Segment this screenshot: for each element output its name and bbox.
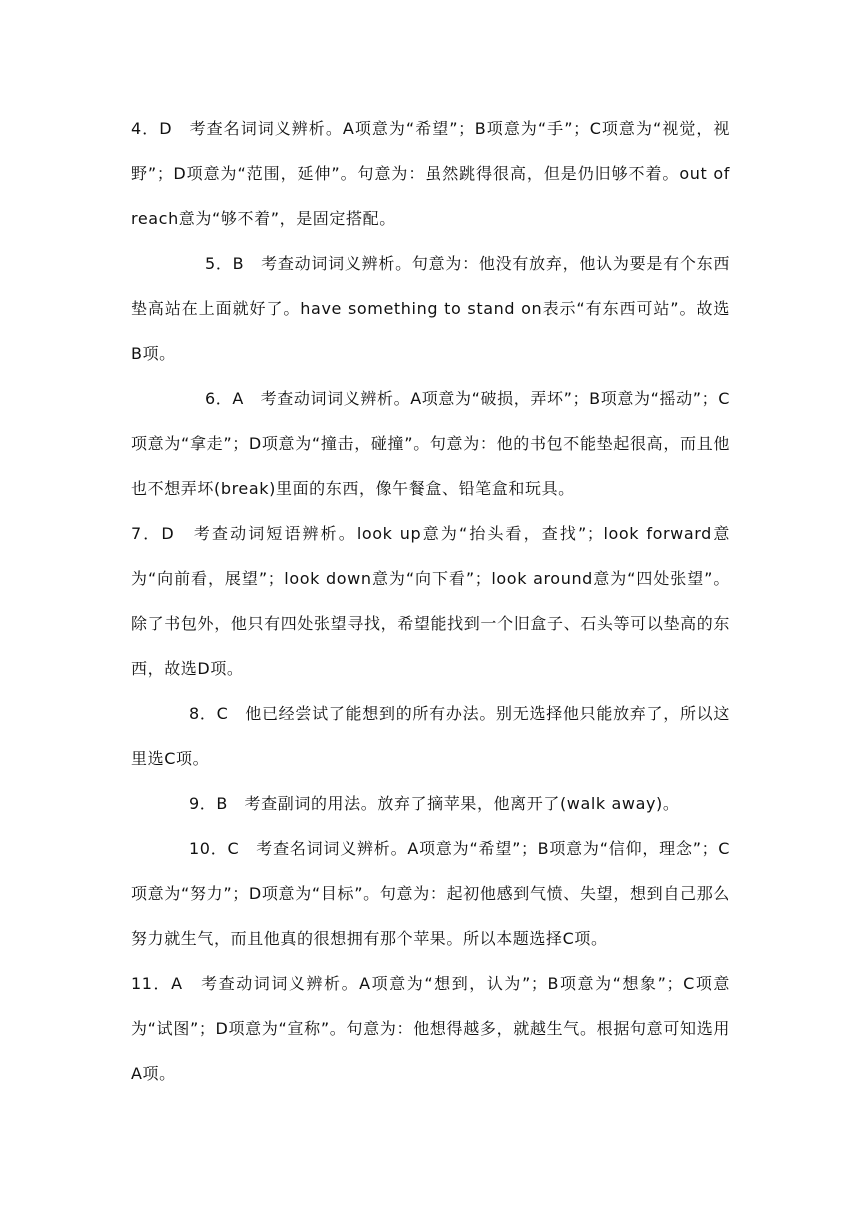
answer-explanations [131, 106, 730, 1096]
answer-item-4: 4．D 考查名词词义辨析。A项意为“希望”；B项意为“手”；C项意为“视觉，视野”；D项意为“范围，延伸”。句意为：虽然跳得很高，但是仍旧够不着。out of reach意为“够不着”，是固定搭配。 [131, 119, 730, 228]
answer-item-10: 10．C 考查名词词义辨析。A项意为“希望”；B项意为“信仰，理念”；C项意为“努力”；D项意为“目标”。句意为：起初他感到气愤、失望，想到自己那么努力就生气，而且他真的很想拥有那个苹果。所以本题选择C项。 [131, 839, 730, 948]
answer-item-8: 8．C 他已经尝试了能想到的所有办法。别无选择他只能放弃了，所以这里选C项。 [131, 704, 730, 768]
answer-item-7: 7．D 考查动词短语辨析。look up意为“抬头看，查找”；look forward意为“向前看，展望”；look down意为“向下看”；look around意为“四处张望”。除了书包外，他只有四处张望寻找，希望能找到一个旧盒子、石头等可以垫高的东西，故选D项。 [131, 524, 730, 678]
answer-item-11: 11．A 考查动词词义辨析。A项意为“想到，认为”；B项意为“想象”；C项意为“试图”；D项意为“宣称”。句意为：他想得越多，就越生气。根据句意可知选用A项。 [131, 974, 730, 1083]
answer-item-9: 9．B 考查副词的用法。放弃了摘苹果，他离开了(walk away)。 [189, 794, 680, 813]
answer-item-5: 5．B 考查动词词义辨析。句意为：他没有放弃，他认为要是有个东西垫高站在上面就好了。have something to stand on表示“有东西可站”。故选B项。 [131, 254, 730, 363]
answer-item-6: 6．A 考查动词词义辨析。A项意为“破损，弄坏”；B项意为“摇动”；C项意为“拿走”；D项意为“撞击，碰撞”。句意为：他的书包不能垫起很高，而且他也不想弄坏(break)里面的东西，像午餐盒、铅笔盒和玩具。 [131, 389, 730, 498]
